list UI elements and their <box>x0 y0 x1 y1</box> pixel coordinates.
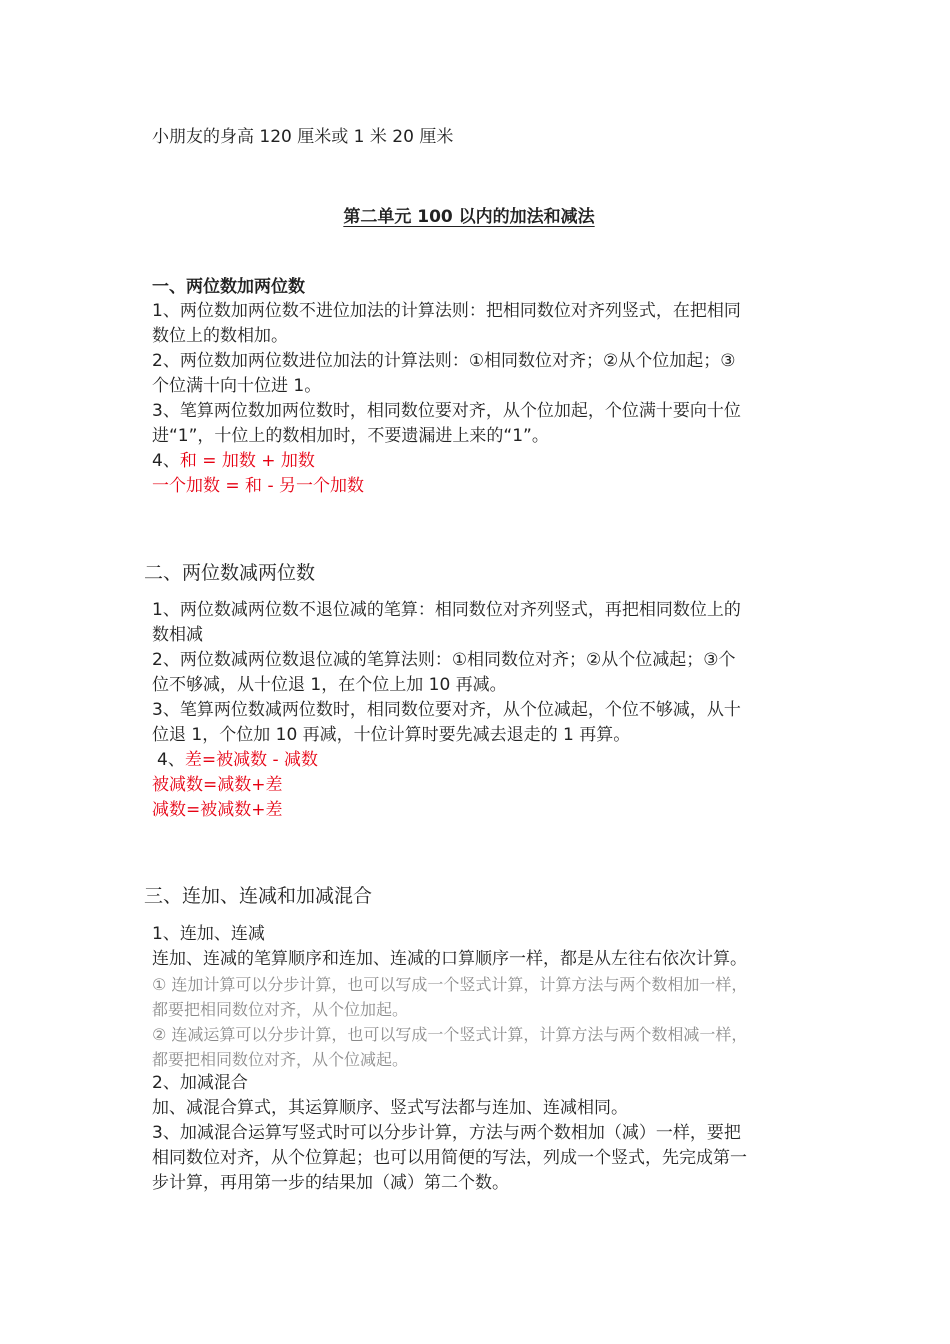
section3-sub2: 2、加减混合 <box>152 1073 248 1093</box>
section3-sub1: 1、连加、连减 <box>152 924 265 944</box>
section2-line: 3、笔算两位数减两位数时，相同数位要对齐，从个位减起，个位不够减，从十 <box>152 700 741 720</box>
page-title <box>0 202 950 227</box>
section1-line: 1、两位数加两位数不进位加法的计算法则：把相同数位对齐列竖式，在把相同 <box>152 301 741 321</box>
section1-heading: 一、两位数加两位数 <box>152 277 305 297</box>
section2-line: 位退 1，个位加 10 再减，十位计算时要先减去退走的 1 再算。 <box>152 725 631 745</box>
section3-line: 步计算，再用第一步的结果加（减）第二个数。 <box>152 1173 509 1193</box>
intro-text: 小朋友的身高 120 厘米或 1 米 20 厘米 <box>152 127 454 147</box>
section3-note: 都要把相同数位对齐，从个位减起。 <box>152 1050 409 1069</box>
section3-sub2-text: 加、减混合算式，其运算顺序、竖式写法都与连加、连减相同。 <box>152 1098 628 1118</box>
title-text: 第二单元 100 以内的加法和减法 <box>343 207 595 227</box>
section1-line: 进“1”，十位上的数相加时，不要遗漏进上来的“1”。 <box>152 426 549 446</box>
minuend-formula: 被减数=减数+差 <box>152 775 283 795</box>
difference-formula: 差=被减数 - 减数 <box>184 750 319 770</box>
section1-line: 数位上的数相加。 <box>152 326 288 346</box>
section3-sub1-text: 连加、连减的笔算顺序和连加、连减的口算顺序一样，都是从左往右依次计算。 <box>152 949 747 969</box>
section2-line: 数相减 <box>152 625 203 645</box>
section3-line: 相同数位对齐，从个位算起；也可以用简便的写法，列成一个竖式，先完成第一 <box>152 1148 747 1168</box>
section1-line: 3、笔算两位数加两位数时，相同数位要对齐，从个位加起，个位满十要向十位 <box>152 401 741 421</box>
section3-heading: 三、连加、连减和加减混合 <box>144 885 373 907</box>
subtrahend-formula: 减数=被减数+差 <box>152 800 283 820</box>
formula-prefix: 4、 <box>152 451 180 471</box>
section1-formula-row <box>152 449 315 474</box>
section2-line: 2、两位数减两位数退位减的笔算法则：①相同数位对齐；②从个位减起；③个 <box>152 650 736 670</box>
section3-note: ② 连减运算可以分步计算，也可以写成一个竖式计算，计算方法与两个数相减一样， <box>152 1025 748 1044</box>
sum-formula: 和 = 加数 + 加数 <box>179 451 315 471</box>
section1-line: 2、两位数加两位数进位加法的计算法则：①相同数位对齐；②从个位加起；③ <box>152 351 736 371</box>
section2-formula-row <box>157 748 318 773</box>
section2-line: 1、两位数减两位数不退位减的笔算：相同数位对齐列竖式，再把相同数位上的 <box>152 600 741 620</box>
section3-note: ① 连加计算可以分步计算，也可以写成一个竖式计算，计算方法与两个数相加一样， <box>152 975 748 994</box>
section3-line: 3、加减混合运算写竖式时可以分步计算，方法与两个数相加（减）一样，要把 <box>152 1123 741 1143</box>
section1-line: 个位满十向十位进 1。 <box>152 376 322 396</box>
formula-prefix: 4、 <box>157 750 185 770</box>
section2-line: 位不够减，从十位退 1，在个位上加 10 再减。 <box>152 675 507 695</box>
section3-note: 都要把相同数位对齐，从个位加起。 <box>152 1000 409 1019</box>
addend-formula: 一个加数 = 和 - 另一个加数 <box>152 476 364 496</box>
section2-heading: 二、两位数减两位数 <box>144 562 316 584</box>
